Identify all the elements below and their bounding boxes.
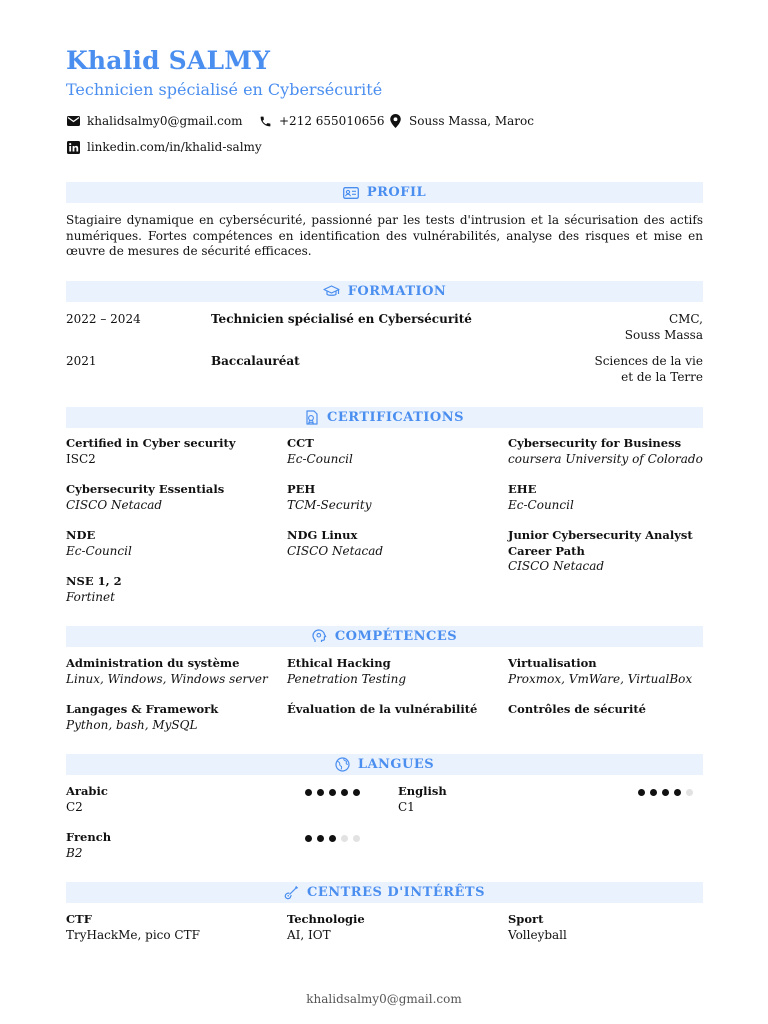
head-gear-icon [312,629,327,644]
section-header-languages [66,754,703,775]
certification-item: Cybersecurity for Business coursera University of Colorado [508,436,703,466]
rating-dot-filled [353,789,360,796]
skill-item: Ethical Hacking Penetration Testing [287,656,407,686]
skill-item: Virtualisation Proxmox, VmWare, VirtualBox [508,656,693,686]
skill-item: Langages & Framework Python, bash, MySQL [66,702,219,732]
section-header-education [66,281,703,302]
certification-item: NSE 1, 2 Fortinet [66,574,122,604]
rating-dot-filled [317,835,324,842]
rating-dot-empty [353,835,360,842]
section-title-skills: COMPÉTENCES [334,629,458,644]
language-rating [305,835,360,842]
interest-item: Technologie AI, IOT [287,912,365,942]
education-place: Sciences de la vie et de la Terre [594,354,703,384]
certification-item: PEH TCM-Security [287,482,372,512]
education-place: CMC, Souss Massa [624,312,703,342]
language-rating [638,789,693,796]
rating-dot-filled [662,789,669,796]
section-title-languages: LANGUES [357,757,435,772]
map-pin-icon [388,114,402,128]
linkedin-icon [66,140,80,154]
contact-linkedin[interactable] [66,140,262,154]
skill-item: Évaluation de la vulnérabilité [287,702,478,716]
contact-phone[interactable] [258,114,385,128]
certification-item: EHE Ec-Council [508,482,574,512]
globe-icon [335,757,350,772]
education-date: 2022 – 2024 [66,312,141,326]
rating-dot-empty [341,835,348,842]
profile-summary: Stagiaire dynamique en cybersécurité, passionné par les tests d'intrusion et la sécurisation des actifs numériques. Fortes compétences en identification des vulnérabilités, analyse des risques et mise en œuvre de mesures de sécurité efficaces. [66,213,703,258]
rating-dot-filled [638,789,645,796]
section-header-skills [66,626,703,647]
rating-dot-filled [341,789,348,796]
education-date: 2021 [66,354,97,368]
graduation-cap-icon [323,285,340,298]
contact-location [388,114,534,128]
contact-email-text: khalidsalmy0@gmail.com [87,114,243,128]
section-header-profile [66,182,703,203]
skill-item: Administration du système Linux, Windows, Windows server [66,656,268,686]
section-header-certifications [66,407,703,428]
rating-dot-filled [329,789,336,796]
section-title-education: FORMATION [347,284,447,299]
phone-icon [258,114,272,128]
certification-item: Junior Cybersecurity Analyst Career Path CISCO Netacad [508,528,693,573]
interest-item: Sport Volleyball [508,912,567,942]
rating-dot-filled [305,789,312,796]
section-header-interests [66,882,703,903]
rating-dot-filled [674,789,681,796]
language-item: Arabic C2 [66,784,108,814]
interest-item: CTF TryHackMe, pico CTF [66,912,200,942]
certification-item: CCT Ec-Council [287,436,353,466]
guitar-icon [284,885,299,900]
language-rating [305,789,360,796]
certification-item: Cybersecurity Essentials CISCO Netacad [66,482,225,512]
education-degree: Technicien spécialisé en Cybersécurité [211,312,472,326]
skill-item: Contrôles de sécurité [508,702,646,716]
section-title-certifications: CERTIFICATIONS [327,410,464,425]
section-title-interests: CENTRES D'INTÉRÊTS [306,885,485,900]
rating-dot-filled [329,835,336,842]
certification-item: NDE Ec-Council [66,528,132,558]
education-degree: Baccalauréat [211,354,300,368]
rating-dot-filled [650,789,657,796]
section-title-profile: PROFIL [366,185,427,200]
contact-phone-text: +212 655010656 [279,114,385,128]
certification-item: NDG Linux CISCO Netacad [287,528,384,558]
rating-dot-empty [686,789,693,796]
certificate-icon [305,410,319,425]
rating-dot-filled [317,789,324,796]
contact-location-text: Souss Massa, Maroc [409,114,534,128]
language-item: French B2 [66,830,112,860]
contact-linkedin-text: linkedin.com/in/khalid-salmy [87,140,262,154]
certification-item: Certified in Cyber security ISC2 [66,436,236,466]
envelope-icon [66,114,80,128]
rating-dot-filled [305,835,312,842]
candidate-headline: Technicien spécialisé en Cybersécurité [66,80,383,99]
footer-email: khalidsalmy0@gmail.com [306,992,462,1006]
id-card-icon [343,187,359,199]
language-item: English C1 [398,784,447,814]
candidate-name: Khalid SALMY [66,46,271,75]
contact-email[interactable] [66,114,242,128]
